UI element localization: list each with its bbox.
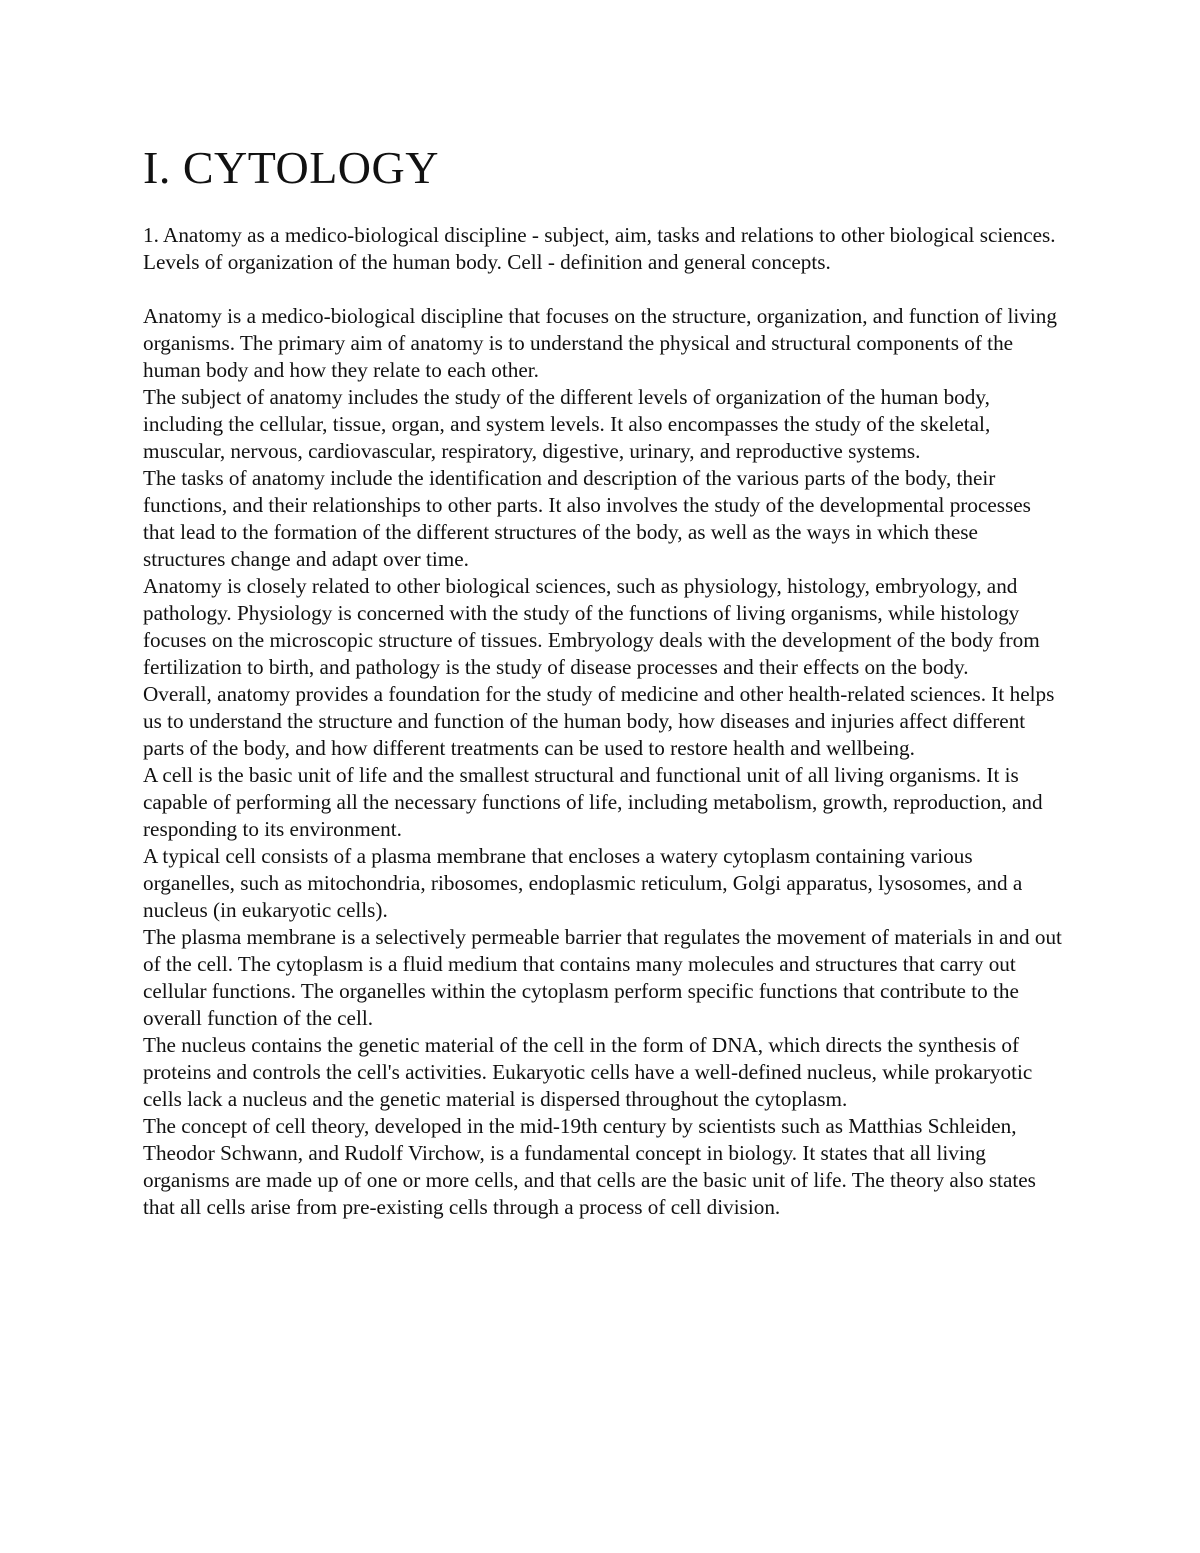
document-content <box>143 140 1063 1221</box>
paragraph-plasma-membrane: The plasma membrane is a selectively permeable barrier that regulates the movement of materials in and out of the cell. The cytoplasm is a fluid medium that contains many molecules and structures that carry out cellular functions. The organelles within the cytoplasm perform specific functions that contribute to the overall function of the cell. <box>143 925 1062 1030</box>
question-heading: 1. Anatomy as a medico-biological discipline - subject, aim, tasks and relations to other biological sciences. Levels of organization of the human body. Cell - definition and general concepts. <box>143 223 1056 274</box>
paragraph-anatomy-definition: Anatomy is a medico-biological discipline that focuses on the structure, organization, and function of living organisms. The primary aim of anatomy is to understand the physical and structural components of the human body and how they relate to each other. <box>143 304 1057 382</box>
paragraph-anatomy-relations: Anatomy is closely related to other biological sciences, such as physiology, histology, embryology, and pathology. Physiology is concerned with the study of the functions of living organisms, while histology focuses on the microscopic structure of tissues. Embryology deals with the development of the body from fertilization to birth, and pathology is the study of disease processes and their effects on the body. <box>143 574 1040 679</box>
paragraph-cell-definition: A cell is the basic unit of life and the smallest structural and functional unit of all living organisms. It is capable of performing all the necessary functions of life, including metabolism, growth, reproduction, and responding to its environment. <box>143 763 1043 841</box>
paragraph-anatomy-overall: Overall, anatomy provides a foundation for the study of medicine and other health-related sciences. It helps us to understand the structure and function of the human body, how diseases and injuries affect different parts of the body, and how different treatments can be used to restore health and wellbeing. <box>143 682 1055 760</box>
paragraph-anatomy-tasks: The tasks of anatomy include the identification and description of the various parts of the body, their functions, and their relationships to other parts. It also involves the study of the developmental processes that lead to the formation of the different structures of the body, as well as the ways in which these structures change and adapt over time. <box>143 466 1031 571</box>
paragraph-nucleus: The nucleus contains the genetic material of the cell in the form of DNA, which directs the synthesis of proteins and controls the cell's activities. Eukaryotic cells have a well-defined nucleus, while prokaryotic cells lack a nucleus and the genetic material is dispersed throughout the cytoplasm. <box>143 1033 1033 1111</box>
paragraph-cell-structure: A typical cell consists of a plasma membrane that encloses a watery cytoplasm containing various organelles, such as mitochondria, ribosomes, endoplasmic reticulum, Golgi apparatus, lysosomes, and a nucleus (in eukaryotic cells). <box>143 844 1023 922</box>
paragraph-cell-theory: The concept of cell theory, developed in the mid-19th century by scientists such as Matthias Schleiden, Theodor Schwann, and Rudolf Virchow, is a fundamental concept in biology. It states that all living organisms are made up of one or more cells, and that cells are the basic unit of life. The theory also states that all cells arise from pre-existing cells through a process of cell division. <box>143 1114 1036 1219</box>
page-title: I. CYTOLOGY <box>143 142 439 193</box>
paragraph-anatomy-subject: The subject of anatomy includes the study of the different levels of organization of the human body, including the cellular, tissue, organ, and system levels. It also encompasses the study of the skeletal, muscular, nervous, cardiovascular, respiratory, digestive, urinary, and reproductive systems. <box>143 385 991 463</box>
